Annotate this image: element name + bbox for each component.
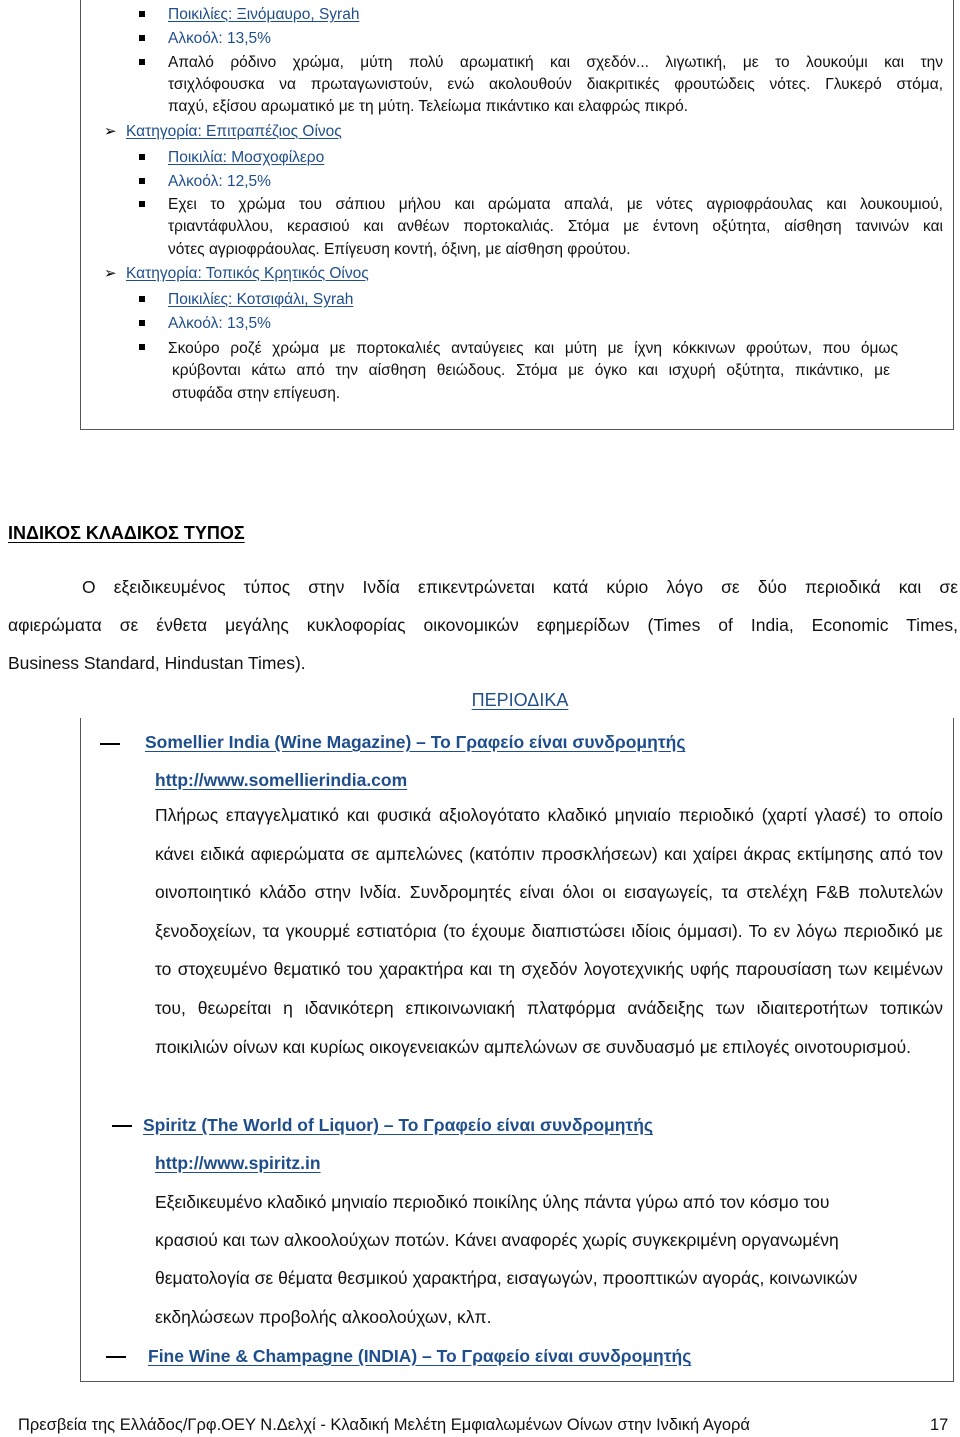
wine-description-line: στυφάδα στην επίγευση.: [172, 385, 341, 402]
wine-alcohol: Αλκοόλ: 13,5%: [168, 315, 271, 332]
square-bullet-icon: [139, 320, 145, 326]
wine-description-line: παχύ, εξίσου αρωματικό με τη μύτη. Τελείωμα πικάντικο και ελαφρώς πικρό.: [168, 98, 689, 115]
magazine-description-line: εκδηλώσεων προβολής αλκοολούχων, κλπ.: [155, 1307, 492, 1327]
magazine-description-line: κρασιού και των αλκοολούχων ποτών. Κάνει αναφορές χωρίς συγκεκριμένη οργανωμένη: [155, 1230, 839, 1250]
square-bullet-icon: [139, 344, 145, 350]
arrow-bullet-icon: ➢: [104, 264, 117, 282]
dash-bullet-icon: [112, 1125, 132, 1127]
square-bullet-icon: [139, 178, 145, 184]
square-bullet-icon: [139, 296, 145, 302]
wine-alcohol: Αλκοόλ: 12,5%: [168, 173, 271, 190]
square-bullet-icon: [139, 201, 145, 207]
wine-description-line: Εχει το χρώμα του σάπιου μήλου και αρώματα απαλά, με νότες αγριοφράουλας και λουκουμιού,: [168, 196, 943, 213]
wine-variety: Ποικιλίες: Ξινόμαυρο, Syrah: [168, 6, 360, 23]
dash-bullet-icon: [100, 743, 120, 745]
wine-category: Κατηγορία: Επιτραπέζιος Οίνος: [126, 123, 342, 140]
wine-description-line: Σκούρο ροζέ χρώμα με πορτοκαλιές ανταύγειες και μύτη με ίχνη κόκκινων φρούτων, που όμως: [168, 340, 898, 357]
magazine-title[interactable]: Fine Wine & Champagne (INDIA) – Το Γραφείο είναι συνδρομητής: [148, 1346, 692, 1366]
intro-line: Ο εξειδικευμένος τύπος στην Ινδία επικεντρώνεται κατά κύριο λόγο σε δύο περιοδικά και σε: [82, 577, 958, 597]
intro-line: αφιερώματα σε ένθετα μεγάλης κυκλοφορίας οικονομικών εφημερίδων (Times of India, Economic Times,: [8, 615, 958, 635]
square-bullet-icon: [139, 154, 145, 160]
magazine-description-line: Εξειδικευμένο κλαδικό μηνιαίο περιοδικό ποικίλης ύλης πάντα γύρω από τον κόσμο του: [155, 1192, 830, 1212]
square-bullet-icon: [139, 59, 145, 65]
wine-variety: Ποικιλία: Μοσχοφίλερο: [168, 149, 325, 166]
magazine-description-line: θεματολογία σε θέματα θεσμικού χαρακτήρα, εισαγωγών, προοπτικών αγοράς, κοινωνικών: [155, 1268, 858, 1288]
wine-description-line: νότες αγριοφράουλας. Επίγευση κοντή, όξινη, με αίσθηση φρούτου.: [168, 241, 631, 258]
square-bullet-icon: [139, 35, 145, 41]
wine-description-line: τσιχλόφουσκα να πρωταγωνιστούν, ενώ ακολουθούν διακριτικές φρουτώδεις νότες. Γλυκερό στόμα,: [168, 76, 943, 93]
wine-variety: Ποικιλίες: Κοτσιφάλι, Syrah: [168, 291, 354, 308]
magazine-link[interactable]: http://www.spiritz.in: [155, 1153, 321, 1173]
arrow-bullet-icon: ➢: [104, 122, 117, 140]
wine-description-line: Απαλό ρόδινο χρώμα, μύτη πολύ αρωματική και σχεδόν... λιγωτική, με το λουκούμι και την: [168, 54, 943, 71]
section-heading: ΙΝΔΙΚΟΣ ΚΛΑΔΙΚΟΣ ΤΥΠΟΣ: [8, 523, 245, 543]
magazine-title[interactable]: Somellier India (Wine Magazine) – Το Γραφείο είναι συνδρομητής: [145, 732, 686, 752]
periodicals-subheading: ΠΕΡΙΟΔΙΚΑ: [471, 690, 569, 710]
wine-alcohol: Αλκοόλ: 13,5%: [168, 30, 271, 47]
square-bullet-icon: [139, 11, 145, 17]
magazine-link[interactable]: http://www.somellierindia.com: [155, 770, 408, 790]
page-number: 17: [930, 1416, 949, 1434]
wine-description-line: κρύβονται κάτω από την αίσθηση θειώδους. Στόμα με όγκο και ισχυρή οξύτητα, πικάντικο, με: [172, 362, 890, 379]
wine-description-line: τριαντάφυλλου, κερασιού και ανθέων πορτοκαλιάς. Στόμα με έντονη οξύτητα, αίσθηση τανινών και: [168, 218, 943, 235]
wine-category: Κατηγορία: Τοπικός Κρητικός Οίνος: [126, 265, 369, 282]
magazine-title[interactable]: Spiritz (The World of Liquor) – Το Γραφείο είναι συνδρομητής: [143, 1115, 654, 1135]
dash-bullet-icon: [106, 1356, 126, 1358]
magazine-description: Πλήρως επαγγελματικό και φυσικά αξιολογότατο κλαδικό μηνιαίο περιοδικό (χαρτί γλασέ) το οποίο κάνει ειδικά αφιερώματα σε αμπελώνες (κατόπιν προσκλήσεων) και χαίρει άκρας εκτίμησης από τον οινοποιητικό κλάδο στην Ινδία. Συνδρομητές είναι όλοι οι εισαγωγείς, τα στελέχη F&B πολυτελών ξενοδοχείων, τα γκουρμέ εστιατόρια (το έχουμε διαπιστώσει ιδίοις όμμασι). Το εν λόγω περιοδικό με το στοχευμένο θεματικό του χαρακτήρα και τη σχεδόν λογοτεχνικής υφής παρουσίαση των κειμένων του, θεωρείται η ιδανικότερη επικοινωνιακή πλατφόρμα ανάδειξης των ιδιαιτεροτήτων τοπικών ποικιλιών οίνων και κυρίως οικογενειακών αμπελώνων σε συνδυασμό με επιλογές οινοτουρισμού.: [155, 805, 943, 1057]
intro-line: Business Standard, Hindustan Times).: [8, 653, 306, 673]
footer-text: Πρεσβεία της Ελλάδος/Γρφ.ΟΕΥ Ν.Δελχί - Κλαδική Μελέτη Εμφιαλωμένων Οίνων στην Ινδική Αγορά: [18, 1416, 750, 1434]
